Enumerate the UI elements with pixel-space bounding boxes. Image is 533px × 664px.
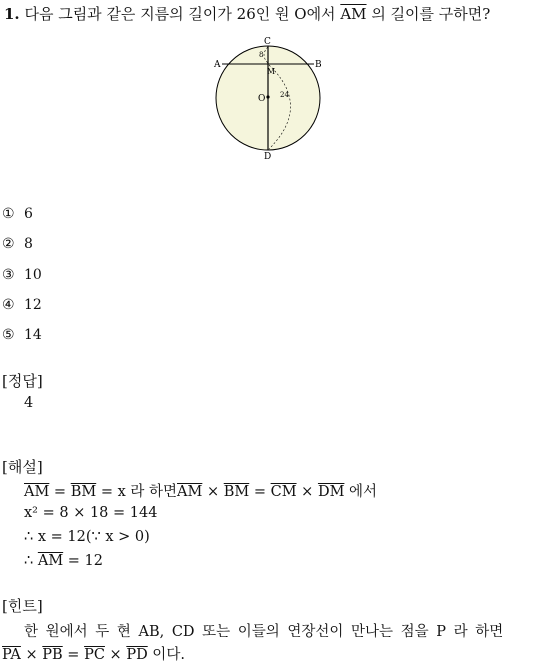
answer-heading: [정답] (2, 372, 43, 390)
label-24: 24 (280, 91, 289, 99)
choice-4[interactable]: ④ 12 (2, 297, 42, 313)
explanation-line-4: ∴ $\overline{AM} = 12$ (24, 553, 103, 569)
center-point (266, 95, 269, 98)
answer-value: 4 (24, 395, 34, 411)
choice-3[interactable]: ③ 10 (2, 267, 42, 283)
label-o: O (258, 94, 266, 104)
question-number: 1. (4, 5, 20, 23)
explanation-line-3: ∴ x = 12(∵ x > 0) (24, 529, 150, 545)
hint-line-2: $\overline{PA} \times \overline{PB} = \overline{PC} \times \overline{PD}$ 이다. (2, 647, 185, 663)
explanation-line-2: x² = 8 × 18 = 144 (24, 505, 158, 521)
label-a: A (214, 60, 221, 70)
label-d: D (264, 152, 272, 162)
label-b: B (315, 60, 322, 70)
label-m: M (267, 67, 276, 76)
label-8: 8 (259, 51, 264, 59)
choice-2[interactable]: ② 8 (2, 236, 33, 252)
choice-5[interactable]: ⑤ 14 (2, 327, 42, 343)
segment-am: $\overline{AM}$ (340, 5, 367, 23)
circle-figure (200, 34, 330, 164)
hint-line-1: 한 원에서 두 현 AB, CD 또는 이들의 연장선이 만나는 점을 P 라 하면 (24, 624, 504, 640)
explanation-heading: [해설] (2, 458, 43, 476)
label-c: C (264, 37, 271, 47)
choice-1[interactable]: ① 6 (2, 206, 33, 222)
question-text: 1. 다음 그림과 같은 지름의 길이가 26인 원 O에서 $\overline{AM}$ 의 길이를 구하면? (4, 5, 491, 23)
explanation-line-1: $\overline{AM} = \overline{BM} = x$ 라 하면$\overline{AM} \times \overline{BM} = \overline{CM} \times \overline{DM}$ 에서 (24, 484, 378, 500)
hint-heading: [힌트] (2, 597, 43, 615)
